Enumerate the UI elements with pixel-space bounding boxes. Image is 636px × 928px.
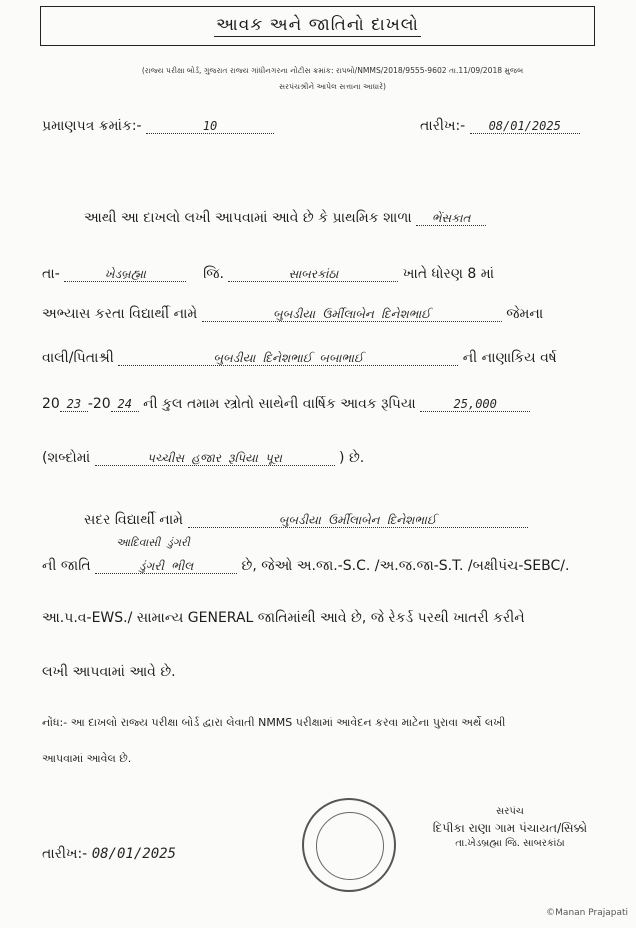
sarpanch-title: સરપંચ — [496, 806, 524, 817]
words-close: ) છે. — [339, 450, 365, 466]
footer-date-value: 08/01/2025 — [91, 846, 176, 862]
guardian-name-value: બુબડીયા દિનેશભાઈ બબાભાઈ — [118, 351, 458, 366]
certificate-number-row — [42, 118, 274, 134]
student-name-value: બુબડીયા ઉર્મીલાબેન દિનેશભાઈ — [202, 307, 502, 322]
words-open: (શબ્દોમાં — [42, 450, 91, 466]
income-text: ની કુલ તમામ સ્ત્રોતો સાથેની વાર્ષિક આવક રૂપિયા — [143, 396, 416, 412]
caste-tail: છે, જેઓ અ.જા.-S.C. /અ.જ.જા-S.T. /બક્ષીપંચ-SEBC/. — [241, 558, 570, 574]
certificate-date-row — [420, 118, 580, 134]
official-seal-icon — [302, 798, 396, 892]
year-from-prefix: 20 — [42, 396, 60, 412]
footer-date-label: તારીખ:- — [42, 846, 88, 862]
certificate-number-label: પ્રમાણપત્ર ક્રમાંક:- — [42, 118, 142, 134]
signature-line: દિપીકા રાણા ગામ પંચાયત/સિક્કો — [432, 821, 588, 835]
note-text-1: આ દાખલો રાજ્ય પરીક્ષા બોર્ડ દ્વારા લેવાતી NMMS પરીક્ષામાં આવેદન કરવા માટેના પુરાવા અર્થે લખી — [70, 716, 506, 729]
note-text-2: આપવામાં આવેલ છે. — [42, 752, 132, 765]
guardian-row — [42, 350, 557, 366]
student-name-value-2: બુબડીયા ઉર્મીલાબેન દિનેશભાઈ — [188, 513, 528, 528]
standard-text: ખાતે ધોરણ 8 માં — [402, 266, 495, 282]
income-words-value: પચ્ચીસ હજાર રૂપિયા પૂરા — [95, 451, 335, 466]
signature-block — [405, 806, 615, 849]
student-row — [42, 306, 543, 322]
district-label: જિ. — [203, 266, 224, 282]
study-text: અભ્યાસ કરતા વિદ્યાર્થી નામે — [42, 306, 198, 322]
district-value: સાબરકાંઠા — [228, 267, 398, 282]
location-row — [42, 266, 494, 282]
income-words-row — [42, 450, 364, 466]
student-row-2 — [84, 512, 528, 528]
caste-note: આદિવાસી ડુંગરી — [116, 536, 190, 549]
title-box — [40, 6, 595, 46]
caste-value: ડુંગરી ભીલ — [95, 559, 237, 574]
certificate-date-label: તારીખ:- — [420, 118, 466, 134]
income-row — [42, 396, 530, 412]
guardian-label: વાલી/પિતાશ્રી — [42, 350, 114, 366]
subnote-line-2: સરપંચશ્રીને આપેલ સત્તાના આધારે) — [279, 82, 386, 91]
closing-line: લખી આપવામાં આવે છે. — [42, 664, 176, 680]
intro-text: આથી આ દાખલો લખી આપવામાં આવે છે કે પ્રાથમિક શાળા — [84, 210, 412, 226]
financial-year-text: ની નાણાકિય વર્ષ — [462, 350, 557, 366]
student-label-2: સદર વિદ્યાર્થી નામે — [84, 512, 184, 528]
signature-subline: તા.ખેડબ્રહ્મા જિ. સાબરકાંઠા — [455, 838, 565, 849]
caste-label: ની જાતિ — [42, 558, 91, 574]
certificate-date-value: 08/01/2025 — [470, 119, 580, 134]
taluka-label: તા- — [42, 266, 60, 282]
intro-row — [84, 210, 486, 226]
category-line: આ.પ.વ-EWS./ સામાન્ય GENERAL જાતિમાંથી આવે છે, જે રેકર્ડ પરથી ખાતરી કરીને — [42, 610, 525, 626]
subnote-line-1: (રાજ્ય પરીક્ષા બોર્ડ, ગુજરાત રાજ્ય ગાંધીનગરના નોટીસ ક્રમાંક: રાપબો/NMMS/2018/9555-9602 તા.11/09/2018 મુજબ — [141, 66, 524, 75]
school-value: ભેંસકાત — [416, 211, 486, 226]
note-label: નોંધ:- — [42, 716, 68, 729]
page-title: આવક અને જાતિનો દાખલો — [216, 15, 419, 35]
footer-date-row — [42, 846, 176, 862]
year-to-value: 24 — [111, 397, 139, 412]
note-row — [42, 716, 505, 730]
jemna-text: જેમના — [506, 306, 544, 322]
caste-row — [42, 558, 569, 574]
certificate-number-value: 10 — [146, 119, 274, 134]
year-to-prefix: -20 — [87, 396, 111, 412]
credit-text: ©Manan Prajapati — [546, 908, 628, 918]
income-value: 25,000 — [420, 397, 530, 412]
taluka-value: ખેડબ્રહ્મા — [64, 267, 186, 282]
year-from-value: 23 — [60, 397, 88, 412]
